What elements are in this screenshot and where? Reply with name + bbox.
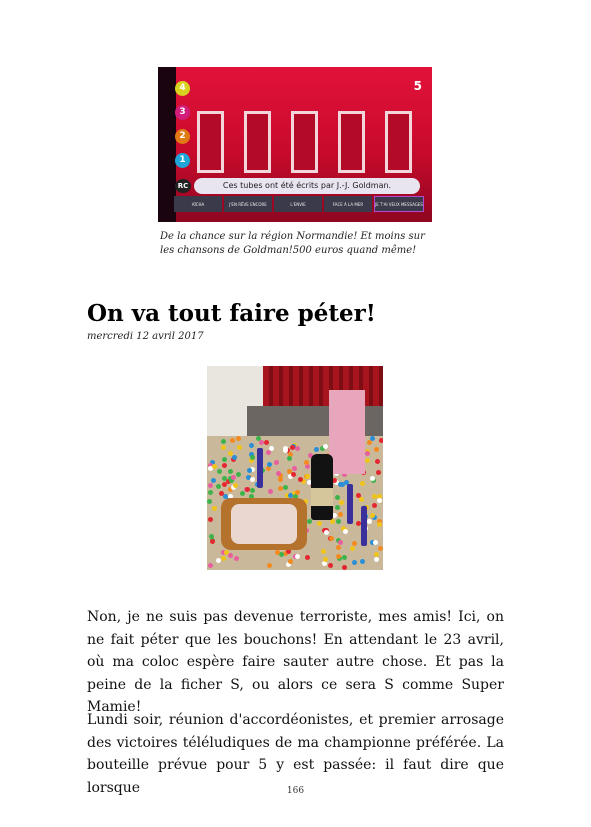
confetti-dot xyxy=(342,555,347,560)
confetti-dot xyxy=(231,475,236,480)
confetti-dot xyxy=(374,447,379,452)
confetti-dot xyxy=(219,491,224,496)
ladder-step-4: 4 xyxy=(175,81,190,96)
rc-badge: RC xyxy=(175,179,191,193)
confetti-dot xyxy=(324,530,329,535)
channel-logo: 5 xyxy=(413,79,422,93)
confetti-dot xyxy=(275,550,280,555)
confetti-dot xyxy=(208,517,213,522)
wine-glass xyxy=(257,448,263,488)
pink-cakes xyxy=(231,504,297,544)
confetti-dot xyxy=(314,447,319,452)
confetti-dot xyxy=(288,559,293,564)
post-title: On va tout faire péter! xyxy=(87,300,376,327)
photo-curtain xyxy=(263,366,383,406)
confetti-dot xyxy=(350,546,355,551)
confetti-dot xyxy=(247,468,252,473)
confetti-dot xyxy=(336,519,341,524)
confetti-dot xyxy=(208,490,213,495)
confetti-dot xyxy=(330,519,335,524)
confetti-dot xyxy=(295,446,300,451)
confetti-dot xyxy=(329,536,334,541)
confetti-dot xyxy=(232,455,237,460)
confetti-dot xyxy=(365,451,370,456)
confetti-dot xyxy=(377,522,382,527)
confetti-dot xyxy=(373,540,378,545)
confetti-dot xyxy=(290,445,295,450)
answer-row xyxy=(174,196,424,212)
confetti-dot xyxy=(307,519,312,524)
confetti-dot xyxy=(216,484,221,489)
ladder-step-2: 2 xyxy=(175,129,190,144)
post-date: mercredi 12 avril 2017 xyxy=(87,331,204,342)
confetti-dot xyxy=(266,450,271,455)
ladder-step-1: 1 xyxy=(175,153,190,168)
confetti-dot xyxy=(375,459,380,464)
wine-glass xyxy=(347,484,353,524)
confetti-dot xyxy=(250,455,255,460)
answer-1: AÏCHA xyxy=(174,196,222,212)
confetti-dot xyxy=(372,494,377,499)
confetti-dot xyxy=(210,539,215,544)
confetti-dot xyxy=(359,497,364,502)
door-2 xyxy=(244,111,271,173)
confetti-dot xyxy=(250,477,255,482)
door-1 xyxy=(197,111,224,173)
champagne-photo xyxy=(207,366,383,570)
confetti-dot xyxy=(342,565,347,570)
confetti-dot xyxy=(328,563,333,568)
confetti-dot xyxy=(323,557,328,562)
confetti-dot xyxy=(360,481,365,486)
confetti-dot xyxy=(336,545,341,550)
confetti-dot xyxy=(236,472,241,477)
page-number: 166 xyxy=(286,786,305,796)
confetti-dot xyxy=(360,559,365,564)
confetti-dot xyxy=(292,466,297,471)
bottle-label xyxy=(311,488,333,506)
tv-show-screenshot xyxy=(158,67,432,222)
confetti-dot xyxy=(217,469,222,474)
door-3 xyxy=(291,111,318,173)
confetti-dot xyxy=(276,471,281,476)
answer-2: J'EN RÊVE ENCORE xyxy=(224,196,272,212)
confetti-dot xyxy=(305,474,310,479)
answer-3: L'ENVIE xyxy=(274,196,322,212)
confetti-dot xyxy=(352,560,357,565)
answer-4: FACE À LA MER xyxy=(324,196,372,212)
confetti-dot xyxy=(352,541,357,546)
confetti-dot xyxy=(291,472,296,477)
door-4 xyxy=(338,111,365,173)
confetti-dot xyxy=(335,505,340,510)
pink-gift-bag xyxy=(329,390,365,474)
confetti-dot xyxy=(338,512,343,517)
confetti-dot xyxy=(207,499,212,504)
confetti-dot xyxy=(250,488,255,493)
confetti-dot xyxy=(339,500,344,505)
confetti-dot xyxy=(212,464,217,469)
confetti-dot xyxy=(208,483,213,488)
confetti-dot xyxy=(374,557,379,562)
confetti-dot xyxy=(236,436,241,441)
confetti-dot xyxy=(278,486,283,491)
confetti-dot xyxy=(222,457,227,462)
confetti-dot xyxy=(256,436,261,441)
confetti-dot xyxy=(367,440,372,445)
confetti-dot xyxy=(221,445,226,450)
confetti-dot xyxy=(338,482,343,487)
question-banner: Ces tubes ont été écrits par J.-J. Goldman. xyxy=(194,178,420,194)
confetti-dot xyxy=(377,498,382,503)
confetti-dot xyxy=(338,540,343,545)
confetti-dot xyxy=(321,549,326,554)
confetti-dot xyxy=(305,555,310,560)
confetti-dot xyxy=(287,456,292,461)
door-5 xyxy=(385,111,412,173)
confetti-dot xyxy=(283,446,288,451)
confetti-dot xyxy=(230,438,235,443)
answer-5: JE T'AI VEUX MESSAGES xyxy=(374,196,424,212)
confetti-dot xyxy=(221,556,226,561)
confetti-dot xyxy=(298,477,303,482)
confetti-dot xyxy=(221,439,226,444)
confetti-dot xyxy=(365,458,370,463)
wine-glass xyxy=(361,506,367,546)
confetti-dot xyxy=(212,506,217,511)
confetti-dot xyxy=(237,445,242,450)
confetti-dot xyxy=(233,483,238,488)
confetti-dot xyxy=(211,478,216,483)
confetti-dot xyxy=(234,556,239,561)
confetti-dot xyxy=(335,495,340,500)
confetti-dot xyxy=(249,443,254,448)
confetti-dot xyxy=(228,469,233,474)
confetti-dot xyxy=(374,552,379,557)
confetti-dot xyxy=(216,558,221,563)
paragraph-2: Lundi soir, réunion d'accordéonistes, et premier arrosage des victoires téléludiques de ma championne préférée. La bouteille prévue pour 5 y est passée: il faut dire que lorsque xyxy=(87,712,504,796)
paragraph-1: Non, je ne suis pas devenue terroriste, mes amis! Ici, on ne fait péter que les bouchons! En attendant le 23 avril, où ma coloc espère faire sauter autre chose. Et pas la peine de la ficher S, ou alors ce sera S comme Super Mamie! xyxy=(87,609,504,716)
confetti-dot xyxy=(222,463,227,468)
confetti-dot xyxy=(267,462,272,467)
confetti-dot xyxy=(343,529,348,534)
confetti-dot xyxy=(376,470,381,475)
champagne-bottle xyxy=(311,454,333,520)
confetti-dot xyxy=(317,521,322,526)
confetti-dot xyxy=(367,519,372,524)
ladder-step-3: 3 xyxy=(175,105,190,120)
confetti-dot xyxy=(323,444,328,449)
confetti-dot xyxy=(370,476,375,481)
confetti-dot xyxy=(295,554,300,559)
confetti-dot xyxy=(379,438,383,443)
confetti-dot xyxy=(266,466,271,471)
confetti-dot xyxy=(267,563,272,568)
confetti-dot xyxy=(283,485,288,490)
confetti-dot xyxy=(295,490,300,495)
confetti-dot xyxy=(372,503,377,508)
confetti-dot xyxy=(264,440,269,445)
confetti-dot xyxy=(378,546,383,551)
confetti-dot xyxy=(274,460,279,465)
confetti-dot xyxy=(268,489,273,494)
confetti-dot xyxy=(278,477,283,482)
confetti-dot xyxy=(208,563,213,568)
image-caption: De la chance sur la région Normandie! Et moins sur les chansons de Goldman!500 euros quand même! xyxy=(160,231,425,256)
